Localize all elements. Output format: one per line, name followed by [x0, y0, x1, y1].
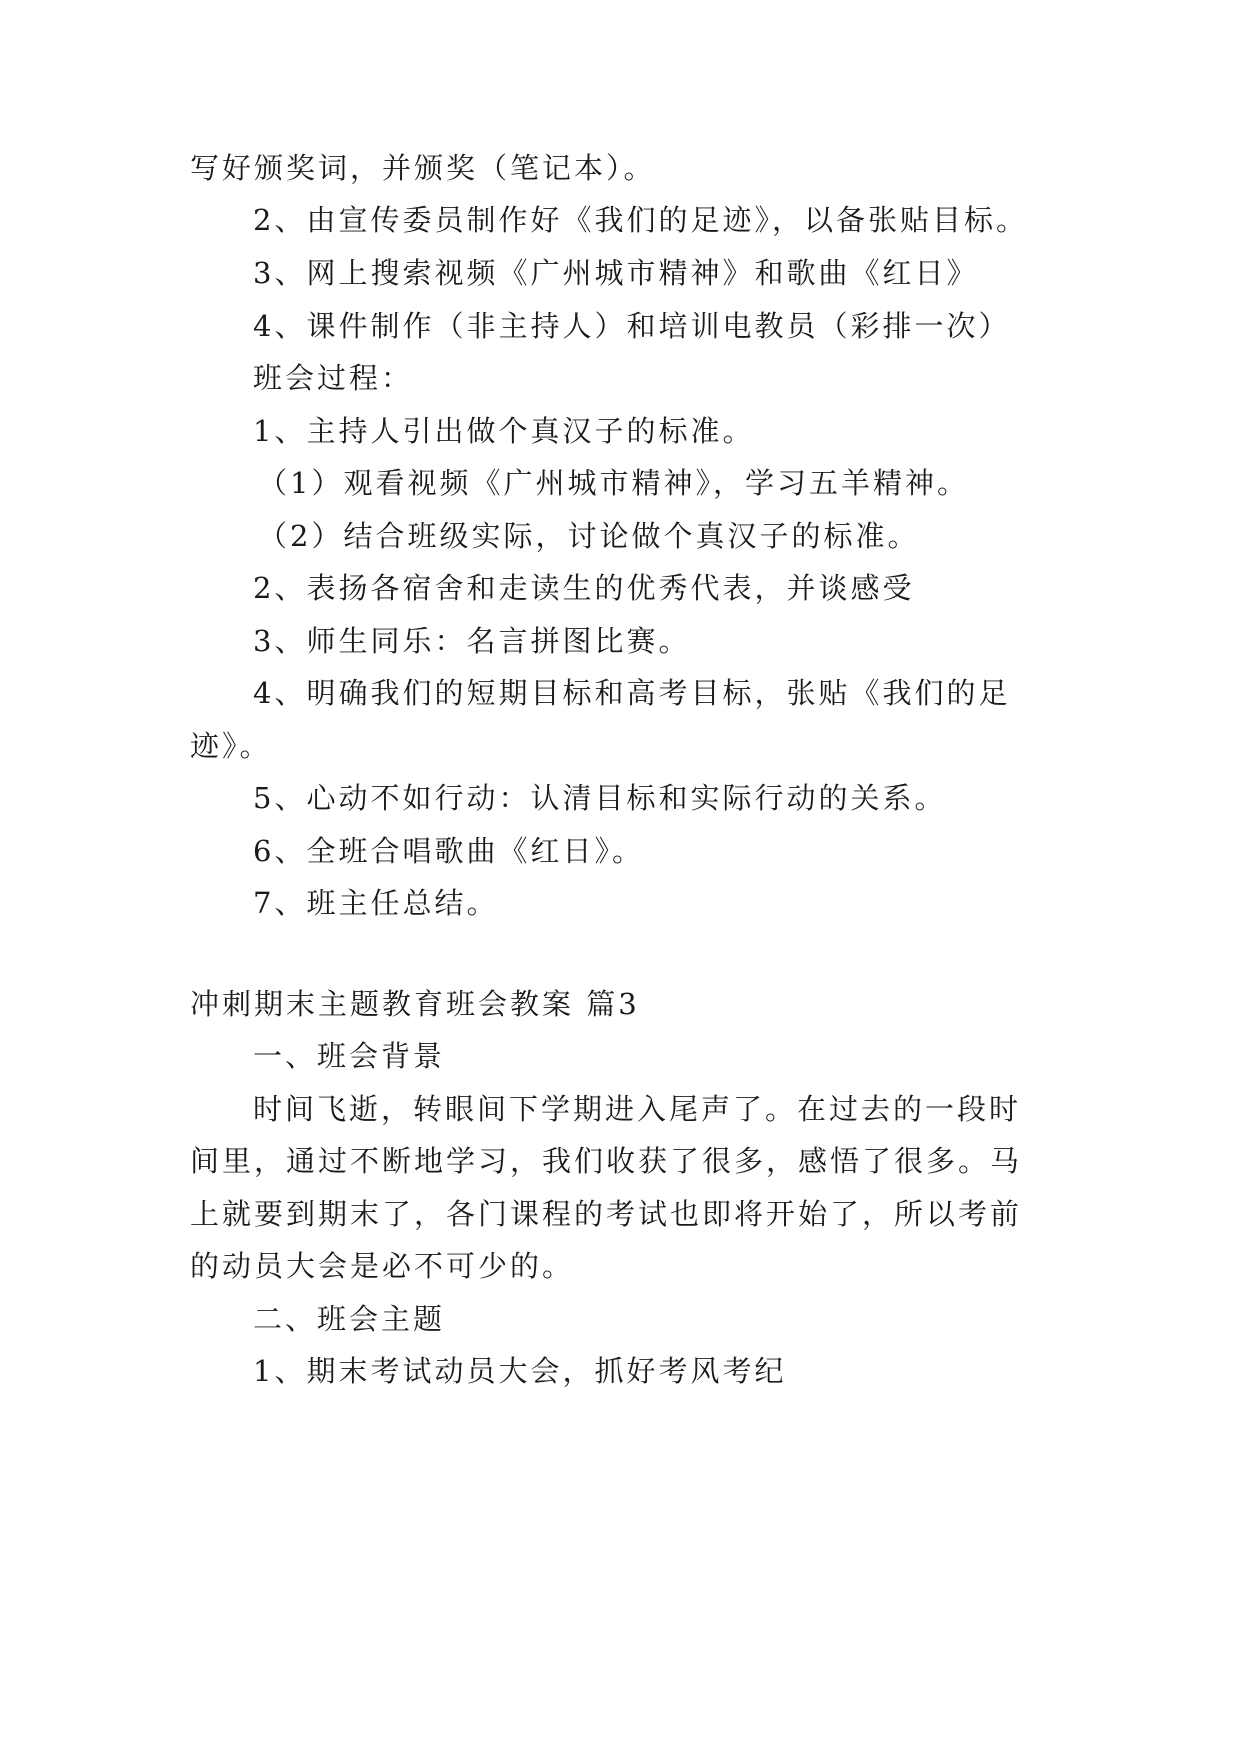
section-label: 班会过程：	[253, 361, 414, 395]
paragraph-line: 5、心动不如行动：认清目标和实际行动的关系。	[253, 781, 947, 815]
section-label: 一、班会背景	[253, 1039, 446, 1073]
paragraph-line: 4、明确我们的短期目标和高考目标，张贴《我们的足	[253, 676, 1011, 710]
paragraph-line: 3、师生同乐：名言拼图比赛。	[253, 624, 691, 658]
paragraph-line: 2、由宣传委员制作好《我们的足迹》，以备张贴目标。	[253, 203, 1028, 237]
paragraph-line: 4、课件制作（非主持人）和培训电教员（彩排一次）	[253, 309, 1011, 343]
paragraph-line: 1、期末考试动员大会，抓好考风考纪	[253, 1354, 787, 1388]
paragraph-line: 间里，通过不断地学习，我们收获了很多，感悟了很多。马	[190, 1144, 1023, 1178]
paragraph-line: 上就要到期末了，各门课程的考试也即将开始了，所以考前	[190, 1197, 1023, 1231]
paragraph-line: 时间飞逝，转眼间下学期进入尾声了。在过去的一段时	[253, 1092, 1022, 1126]
section-heading: 冲刺期末主题教育班会教案 篇3	[190, 987, 640, 1021]
paragraph-line: 迹》。	[190, 729, 272, 763]
paragraph-line: 2、表扬各宿舍和走读生的优秀代表，并谈感受	[253, 571, 915, 605]
paragraph-line: 7、班主任总结。	[253, 886, 499, 920]
paragraph-line: （2）结合班级实际，讨论做个真汉子的标准。	[258, 519, 920, 553]
paragraph-line: 写好颁奖词，并颁奖（笔记本）。	[190, 151, 656, 185]
section-label: 二、班会主题	[253, 1302, 446, 1336]
paragraph-line: 6、全班合唱歌曲《红日》。	[253, 834, 644, 868]
paragraph-line: （1）观看视频《广州城市精神》，学习五羊精神。	[258, 466, 969, 500]
paragraph-line: 3、网上搜索视频《广州城市精神》和歌曲《红日》	[253, 256, 979, 290]
paragraph-line: 的动员大会是必不可少的。	[190, 1249, 575, 1283]
paragraph-line: 1、主持人引出做个真汉子的标准。	[253, 414, 755, 448]
